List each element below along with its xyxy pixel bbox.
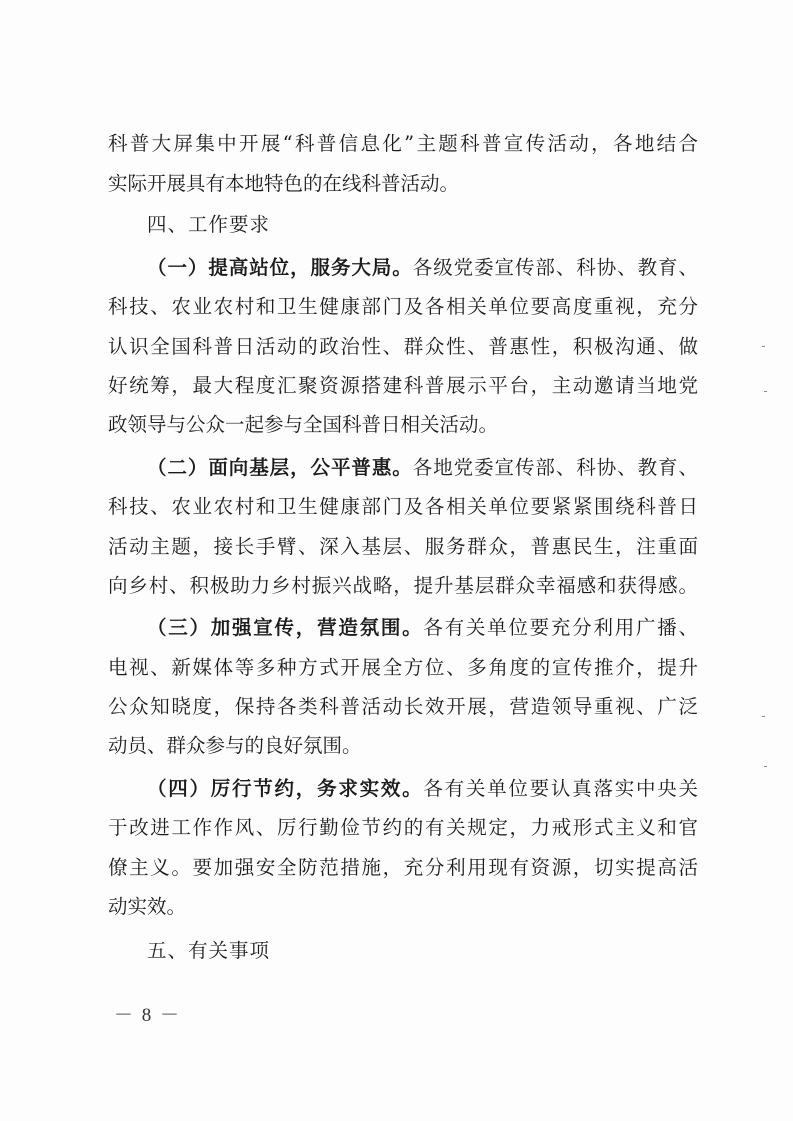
item-lead: （三）加强宣传，营造氛围。 [147, 616, 424, 639]
scan-mark [762, 716, 765, 717]
body-text-line: 认识全国科普日活动的政治性、群众性、普惠性，积极沟通、做 [108, 335, 698, 358]
page-number: － 8 － [114, 1005, 182, 1026]
item-first-line [147, 776, 698, 802]
body-text-line: 动员、群众参与的良好氛围。 [108, 734, 362, 757]
item-lead: （二）面向基层，公平普惠。 [147, 456, 413, 479]
body-text-line: 于改进工作作风、厉行勤俭节约的有关规定，力戒形式主义和官 [108, 816, 698, 839]
body-text-line: 科技、农业农村和卫生健康部门及各相关单位要紧紧围绕科普日 [108, 495, 698, 518]
scan-mark [764, 766, 767, 767]
body-text-line: 科技、农业农村和卫生健康部门及各相关单位要高度重视，充分 [108, 295, 698, 318]
section-heading: 五、有关事项 [147, 939, 271, 962]
item-text: 各级党委宣传部、科协、教育、 [412, 256, 698, 279]
body-text-line: 政领导与公众一起参与全国科普日相关活动。 [108, 413, 499, 436]
item-text: 各有关单位要充分利用广播、 [423, 616, 698, 639]
scan-mark [764, 391, 767, 392]
item-first-line [147, 615, 698, 641]
item-lead: （一）提高站位，服务大局。 [147, 256, 413, 279]
section-heading: 四、工作要求 [147, 213, 271, 236]
body-text-line: 电视、新媒体等多种方式开展全方位、多角度的宣传推介，提升 [108, 656, 698, 679]
item-first-line [147, 455, 698, 481]
body-text-line: 好统筹，最大程度汇聚资源搭建科普展示平台，主动邀请当地党 [108, 374, 698, 397]
item-lead: （四）厉行节约，务求实效。 [147, 777, 424, 800]
body-text-line: 科普大屏集中开展“科普信息化”主题科普宣传活动，各地结合 [108, 132, 698, 155]
item-text: 各有关单位要认真落实中央关 [423, 777, 698, 800]
body-text-line: 实际开展具有本地特色的在线科普活动。 [108, 172, 460, 195]
body-text-line: 僚主义。要加强安全防范措施，充分利用现有资源，切实提高活 [108, 856, 698, 879]
body-text-line: 动实效。 [108, 895, 187, 918]
item-first-line [147, 255, 698, 281]
item-text: 各地党委宣传部、科协、教育、 [412, 456, 698, 479]
scan-mark [762, 346, 765, 347]
body-text-line: 活动主题，接长手臂、深入基层、服务群众，普惠民生，注重面 [108, 535, 698, 558]
body-text-line: 向乡村、积极助力乡村振兴战略，提升基层群众幸福感和获得感。 [108, 574, 698, 597]
body-text-line: 公众知晓度，保持各类科普活动长效开展，营造领导重视、广泛 [108, 695, 698, 718]
